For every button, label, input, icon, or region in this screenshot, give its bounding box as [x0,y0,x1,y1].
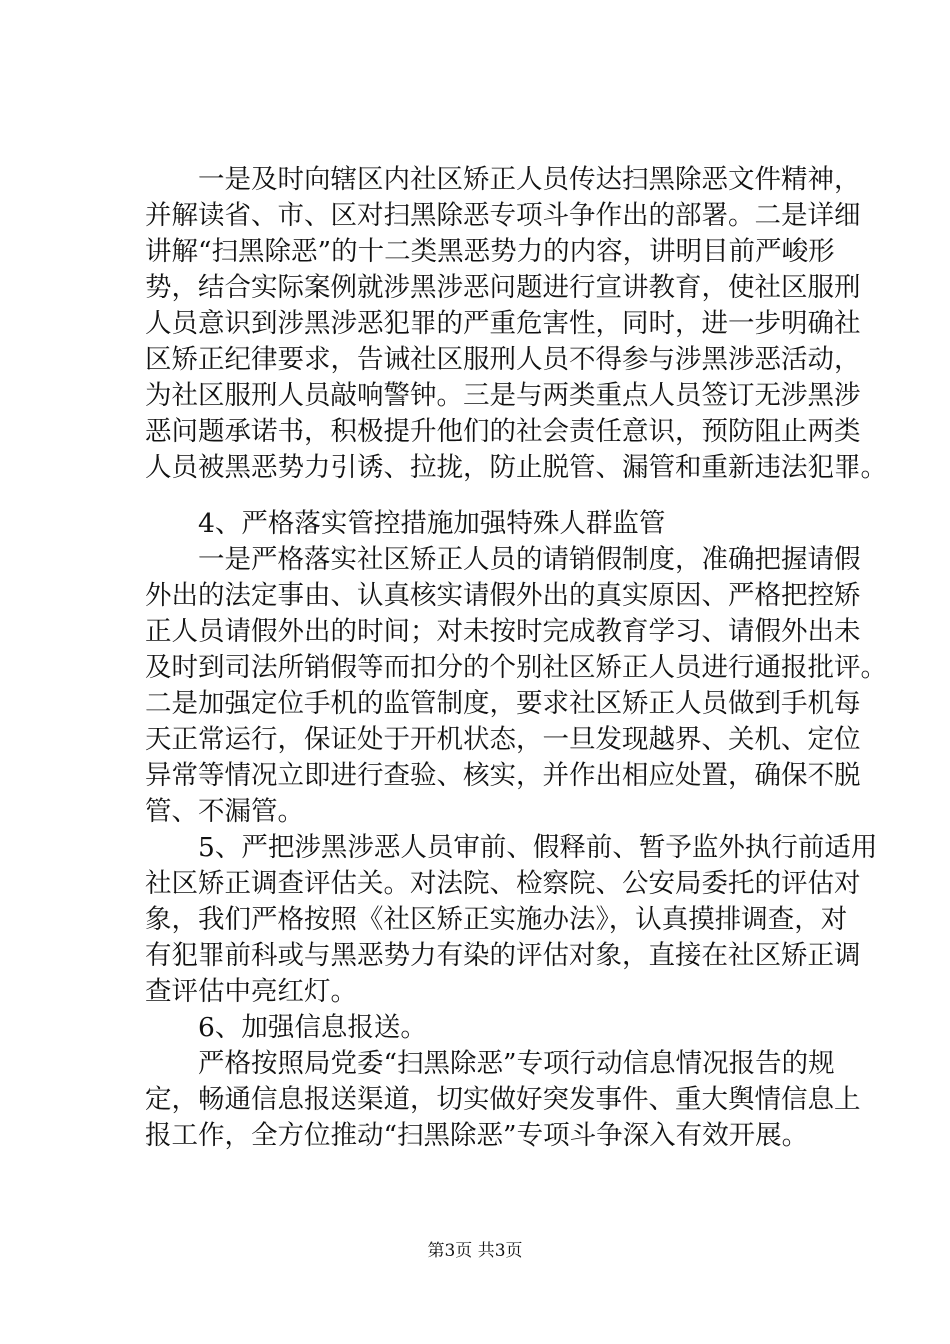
paragraph-line: 一是及时向辖区内社区矫正人员传达扫黑除恶文件精神， [145,164,861,195]
paragraph-line: 社区矫正调查评估关。对法院、检察院、公安局委托的评估对 [145,868,861,899]
paragraph-line: 人员被黑恶势力引诱、拉拢，防止脱管、漏管和重新违法犯罪。 [145,452,887,483]
paragraph-line: 区矫正纪律要求，告诫社区服刑人员不得参与涉黑涉恶活动， [145,344,861,375]
paragraph-line: 外出的法定事由、认真核实请假外出的真实原因、严格把控矫 [145,580,861,611]
paragraph-line: 报工作，全方位推动“扫黑除恶”专项斗争深入有效开展。 [145,1120,809,1151]
section-heading-4: 4、严格落实管控措施加强特殊人群监管 [145,508,666,539]
paragraph-line: 象，我们严格按照《社区矫正实施办法》，认真摸排调查，对 [145,904,848,935]
paragraph-line: 异常等情况立即进行查验、核实，并作出相应处置，确保不脱 [145,760,861,791]
paragraph-line: 管、不漏管。 [145,796,304,827]
paragraph-line: 定，畅通信息报送渠道，切实做好突发事件、重大舆情信息上 [145,1084,861,1115]
paragraph-line: 查评估中亮红灯。 [145,976,357,1007]
paragraph-line: 一是严格落实社区矫正人员的请销假制度，准确把握请假 [145,544,861,575]
paragraph-line: 为社区服刑人员敲响警钟。三是与两类重点人员签订无涉黑涉 [145,380,861,411]
paragraph-line: 势，结合实际案例就涉黑涉恶问题进行宣讲教育，使社区服刑 [145,272,861,303]
paragraph-line: 人员意识到涉黑涉恶犯罪的严重危害性，同时，进一步明确社 [145,308,861,339]
paragraph-line: 严格按照局党委“扫黑除恶”专项行动信息情况报告的规 [145,1048,835,1079]
paragraph-line: 二是加强定位手机的监管制度，要求社区矫正人员做到手机每 [145,688,861,719]
paragraph-line: 并解读省、市、区对扫黑除恶专项斗争作出的部署。二是详细 [145,200,861,231]
section-heading-6: 6、加强信息报送。 [145,1012,427,1043]
paragraph-line: 正人员请假外出的时间；对未按时完成教育学习、请假外出未 [145,616,861,647]
paragraph-line: 恶问题承诺书，积极提升他们的社会责任意识，预防阻止两类 [145,416,861,447]
paragraph-line: 天正常运行，保证处于开机状态，一旦发现越界、关机、定位 [145,724,861,755]
paragraph-line: 及时到司法所销假等而扣分的个别社区矫正人员进行通报批评。 [145,652,887,683]
paragraph-line: 讲解“扫黑除恶”的十二类黑恶势力的内容，讲明目前严峻形 [145,236,835,267]
section-heading-5: 5、严把涉黑涉恶人员审前、假释前、暂予监外执行前适用 [145,832,878,863]
page-footer: 第3页 共3页 [427,1241,523,1261]
paragraph-line: 有犯罪前科或与黑恶势力有染的评估对象，直接在社区矫正调 [145,940,861,971]
